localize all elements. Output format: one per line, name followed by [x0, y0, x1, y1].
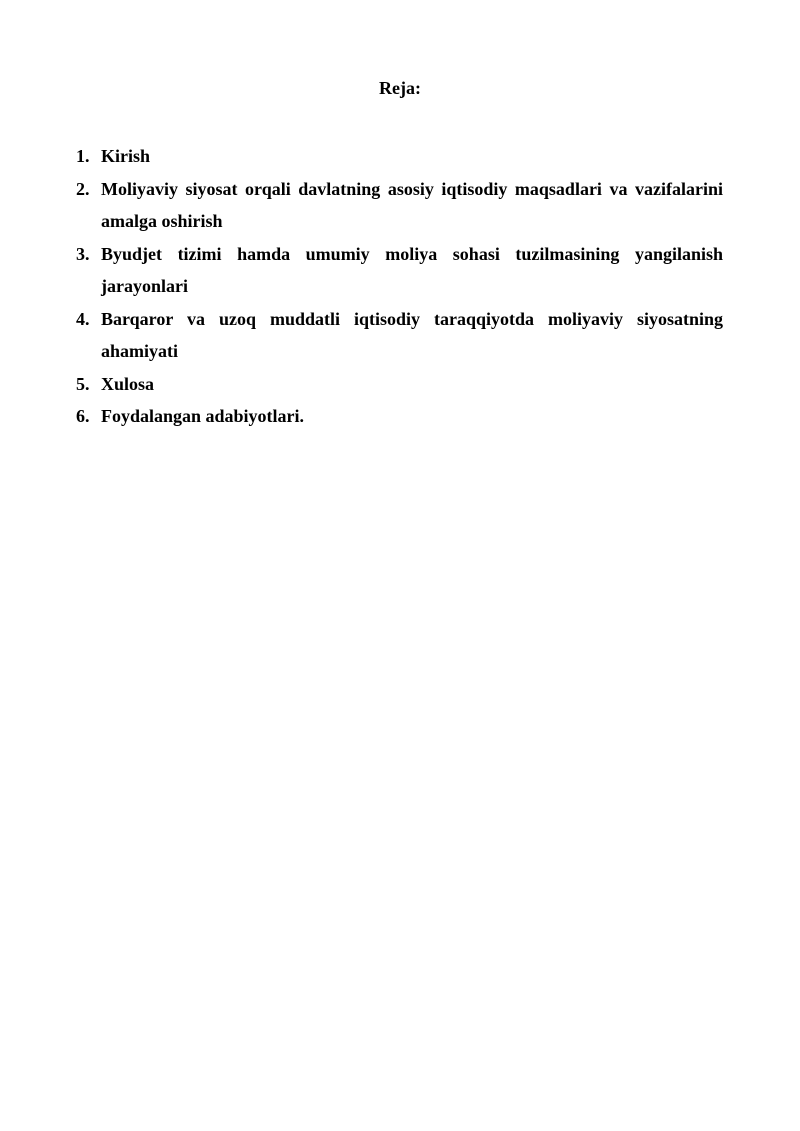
item-number: 1. — [76, 146, 90, 166]
list-item — [76, 140, 723, 173]
document-title: Reja: — [379, 78, 421, 98]
item-number: 5. — [76, 373, 90, 394]
list-item — [76, 303, 723, 368]
item-number: 4. — [76, 308, 90, 329]
item-text: Barqaror va uzoq muddatli iqtisodiy taraqqiyotda moliyaviy siyosatning ahamiyati — [101, 308, 723, 361]
list-item — [76, 238, 723, 303]
item-number: 6. — [76, 406, 90, 426]
item-number: 3. — [76, 243, 90, 264]
item-number: 2. — [76, 178, 90, 199]
item-text: Moliyaviy siyosat orqali davlatning asosiy iqtisodiy maqsadlari va vazifalarini amalga oshirish — [101, 178, 723, 231]
list-item — [76, 400, 723, 433]
item-text: Xulosa — [101, 373, 155, 394]
plan-list — [76, 140, 723, 433]
list-item — [76, 368, 723, 401]
item-text: Foydalangan adabiyotlari. — [101, 406, 305, 426]
item-text: Byudjet tizimi hamda umumiy moliya sohasi tuzilmasining yangilanish jarayonlari — [101, 243, 723, 296]
list-item — [76, 173, 723, 238]
item-text: Kirish — [101, 146, 151, 166]
